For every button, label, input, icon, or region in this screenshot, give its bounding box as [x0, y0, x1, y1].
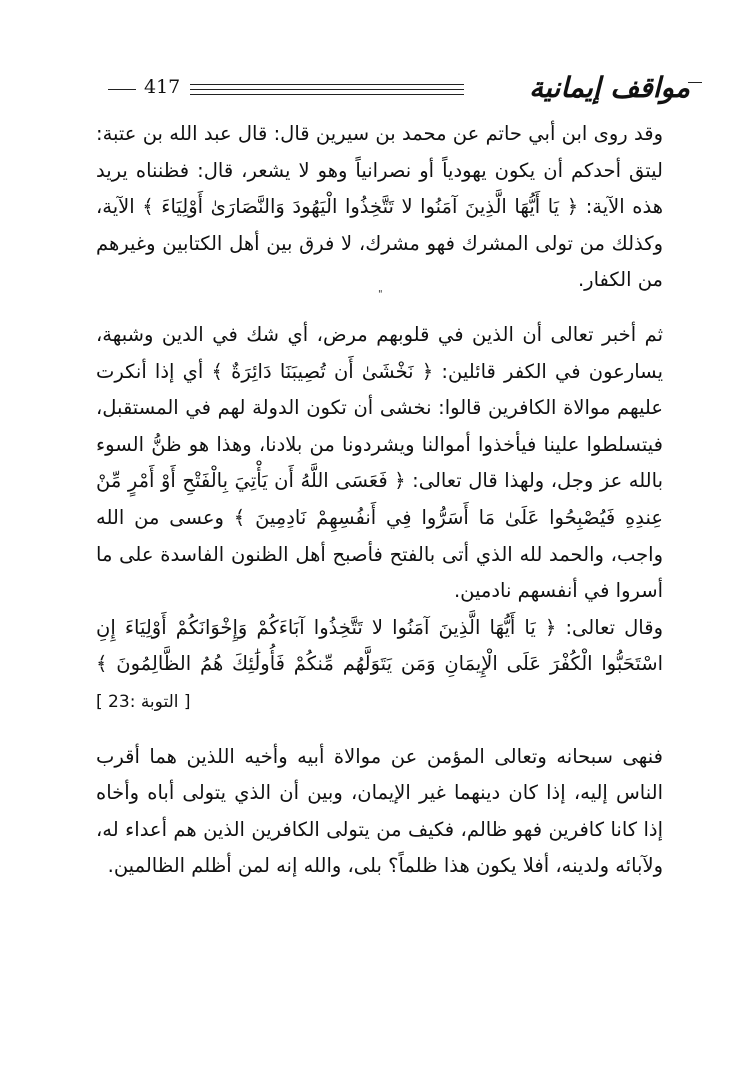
running-title: مواقف إيمانية — [529, 71, 690, 104]
paragraph: ثم أخبر تعالى أن الذين في قلوبهم مرض، أي شك في الدين وشبهة، يسارعون في الكفر قائلين: ﴿ نَخْشَىٰ أَن تُصِيبَنَا دَائِرَةٌ ﴾ أي إذا أنكرت عليهم موالاة الكافرين قالوا: نخشى أن تكون الدولة لهم في المستقبل، فيتسلطوا علينا فيأخذوا أموالنا ويشردونا من بلادنا، وهذا هو ظنُّ السوء بالله عز وجل، ولهذا قال تعالى: ﴿ فَعَسَى اللَّهُ أَن يَأْتِيَ بِالْفَتْحِ أَوْ أَمْرٍ مِّنْ عِندِهِ فَيُصْبِحُوا عَلَىٰ مَا أَسَرُّوا فِي أَنفُسِهِمْ نَادِمِينَ ﴾ وعسى من الله واجب، والحمد لله الذي أتى بالفتح فأصبح أهل الظنون الفاسدة على ما أسروا في أنفسهم نادمين. — [96, 322, 663, 603]
header-ornament-line — [688, 82, 702, 83]
verse-reference: [ التوبة :23 ] — [96, 691, 191, 712]
header-dash — [108, 89, 136, 90]
paragraph: فنهى سبحانه وتعالى المؤمن عن موالاة أبيه وأخيه اللذين هما أقرب الناس إليه، إذا كان دينهما غير الإيمان، وبين أن الذي يتولى أباه وأخاه إذا كانا كافرين فهو ظالم، فكيف من يتولى الكافرين الذين هم أعداء له، ولآبائه ولدينه، أفلا يكون هذا ظلماً؟ بلى، والله إنه لمن أظلم الظالمين. — [96, 744, 663, 878]
page-header — [108, 70, 690, 110]
ink-mark: " — [378, 289, 383, 300]
paragraph-spacer — [96, 299, 693, 317]
paragraph: وقد روى ابن أبي حاتم عن محمد بن سيرين قال: قال عبد الله بن عتبة: ليتق أحدكم أن يكون يهودياً أو نصرانياً وهو لا يشعر، قال: فظنناه يريد هذه الآية: ﴿ يَا أَيُّهَا الَّذِينَ آمَنُوا لا تَتَّخِذُوا الْيَهُودَ وَالنَّصَارَىٰ أَوْلِيَاءَ ﴾ الآية، وكذلك من تولى المشرك فهو مشرك، لا فرق بين أهل الكتابين وغيرهم من الكفار. — [96, 122, 663, 292]
header-rule-line — [190, 94, 464, 95]
paragraph-spacer — [96, 721, 693, 739]
paragraph-text: وقال تعالى: ﴿ يَا أَيُّهَا الَّذِينَ آمَنُوا لا تَتَّخِذُوا آبَاءَكُمْ وَإِخْوَانَكُمْ أَوْلِيَاءَ إِنِ اسْتَحَبُّوا الْكُفْرَ عَلَى الْإِيمَانِ وَمَن يَتَوَلَّهُم مِّنكُمْ فَأُولَٰئِكَ هُمُ الظَّالِمُونَ ﴾ — [96, 615, 663, 676]
paragraph-quran-quote — [96, 610, 693, 721]
header-rule-line — [190, 84, 464, 85]
header-rule-line — [190, 89, 464, 90]
page-body — [96, 116, 693, 885]
page-number: 417 — [144, 76, 181, 98]
